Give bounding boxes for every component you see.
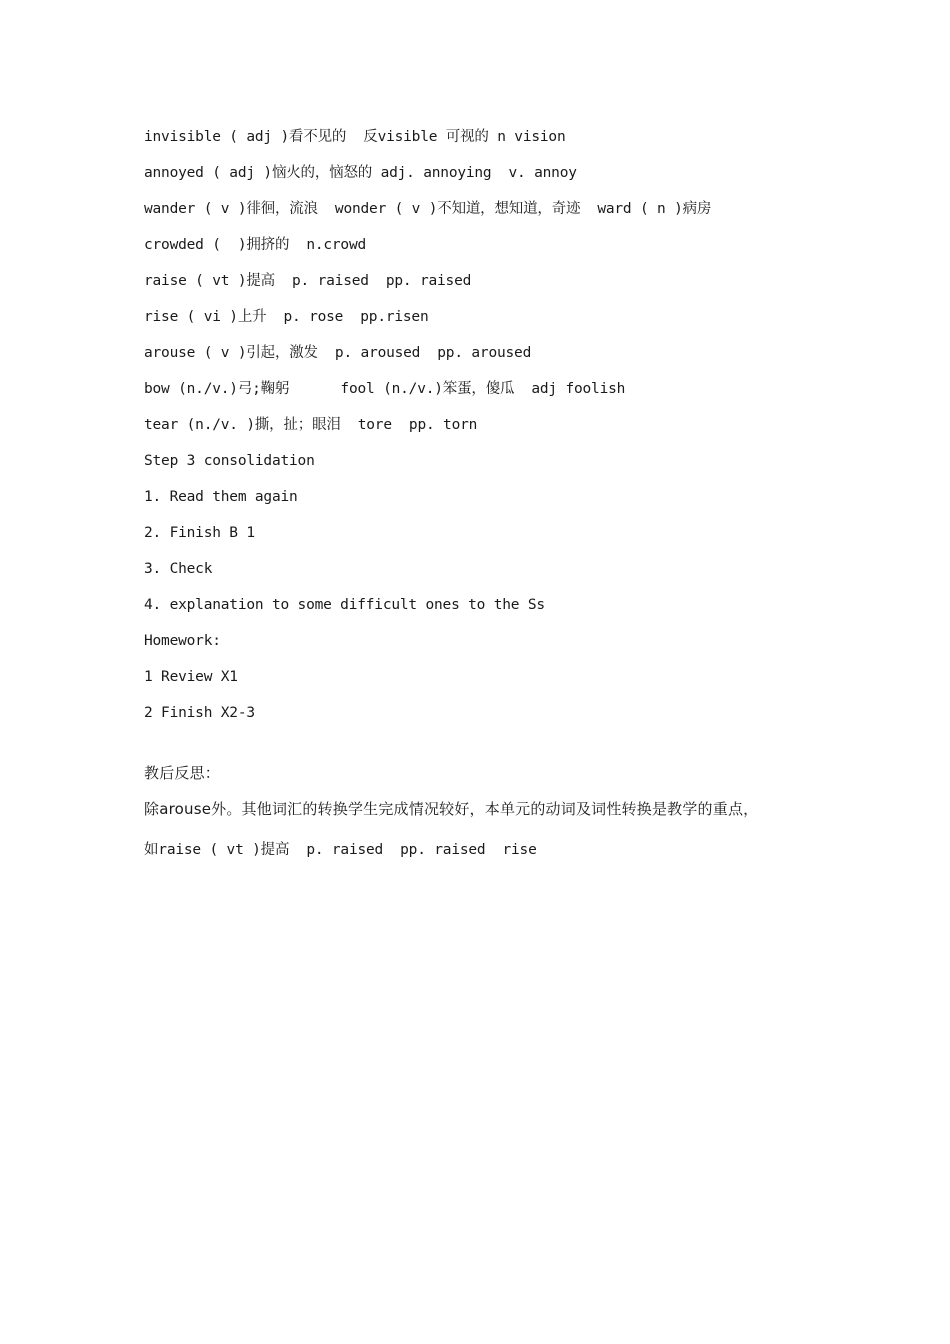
vocab-line-tear: tear (n./v. )撕，扯；眼泪 tore pp. torn bbox=[144, 417, 478, 433]
vocab-line-crowded: crowded ( )拥挤的 n.crowd bbox=[144, 237, 367, 253]
homework-item-1: 1 Review X1 bbox=[144, 669, 238, 685]
reflection-heading: 教后反思： bbox=[144, 764, 221, 782]
step-heading: Step 3 consolidation bbox=[144, 453, 315, 469]
vocab-line-wander: wander ( v )徘徊，流浪 wonder ( v )不知道，想知道，奇迹 ward ( n )病房 bbox=[144, 201, 712, 217]
reflection-example: 如raise ( vt )提高 p. raised pp. raised rise bbox=[144, 842, 537, 858]
vocab-line-invisible: invisible ( adj )看不见的 反visible 可视的 n vision bbox=[144, 129, 566, 145]
vocab-line-raise: raise ( vt )提高 p. raised pp. raised bbox=[144, 273, 472, 289]
step-item-2: 2. Finish B 1 bbox=[144, 525, 255, 541]
step-item-3: 3. Check bbox=[144, 561, 213, 577]
step-item-1: 1. Read them again bbox=[144, 489, 298, 505]
vocab-line-annoyed: annoyed ( adj )恼火的，恼怒的 adj. annoying v. annoy bbox=[144, 165, 577, 181]
vocab-line-arouse: arouse ( v )引起，激发 p. aroused pp. aroused bbox=[144, 345, 532, 361]
homework-heading: Homework: bbox=[144, 633, 221, 649]
homework-item-2: 2 Finish X2-3 bbox=[144, 705, 255, 721]
vocab-line-rise: rise ( vi )上升 p. rose pp.risen bbox=[144, 309, 429, 325]
reflection-paragraph: 除arouse外。其他词汇的转换学生完成情况较好，本单元的动词及词性转换是教学的重点， bbox=[144, 800, 759, 818]
step-item-4: 4. explanation to some difficult ones to the Ss bbox=[144, 597, 545, 613]
vocab-line-bow: bow (n./v.)弓;鞠躬 fool (n./v.)笨蛋，傻瓜 adj foolish bbox=[144, 381, 626, 397]
